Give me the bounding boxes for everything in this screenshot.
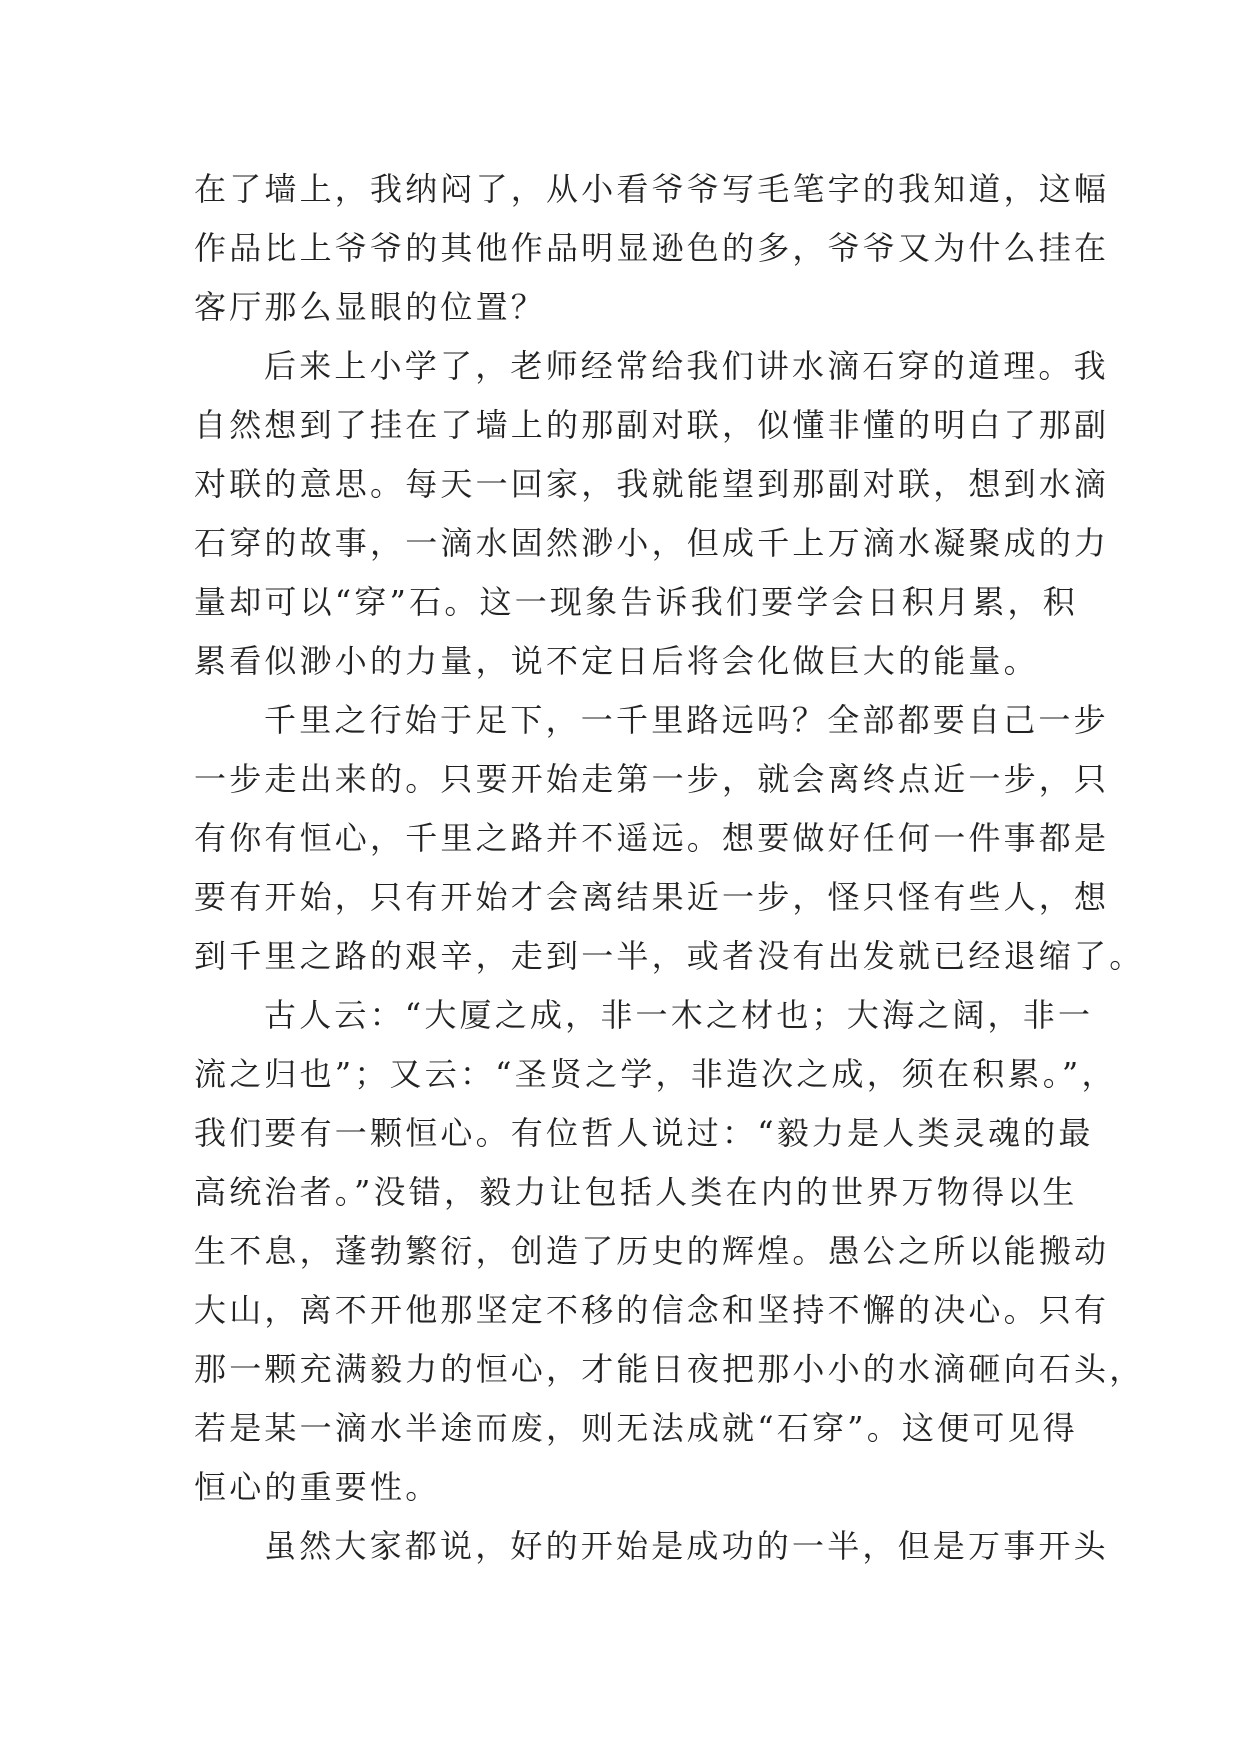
text-line: 量却可以“穿”石。这一现象告诉我们要学会日积月累，积 (194, 583, 1078, 621)
text-line: 若是某一滴水半途而废，则无法成就“石穿”。这便可见得 (194, 1409, 1078, 1447)
text-line: 古人云：“大厦之成，非一木之材也；大海之阔，非一 (264, 996, 1094, 1034)
text-line: 作品比上爷爷的其他作品明显逊色的多，爷爷又为什么挂在 (194, 229, 1110, 267)
paragraph (194, 1517, 1109, 1576)
paragraph (194, 986, 1145, 1517)
text-line: 到千里之路的艰辛，走到一半，或者没有出发就已经退缩了。 (194, 937, 1145, 975)
text-line: 流之归也”；又云：“圣贤之学，非造次之成，须在积累。”， (194, 1055, 1117, 1093)
paragraph (194, 160, 1110, 337)
text-line: 千里之行始于足下，一千里路远吗？全部都要自己一步 (264, 701, 1109, 739)
text-line: 我们要有一颗恒心。有位哲人说过：“毅力是人类灵魂的最 (194, 1114, 1094, 1152)
text-line: 自然想到了挂在了墙上的那副对联，似懂非懂的明白了那副 (194, 406, 1110, 444)
document-body (194, 160, 1145, 1576)
text-line: 石穿的故事，一滴水固然渺小，但成千上万滴水凝聚成的力 (194, 524, 1110, 562)
text-line: 累看似渺小的力量，说不定日后将会化做巨大的能量。 (194, 642, 1039, 680)
text-line: 后来上小学了，老师经常给我们讲水滴石穿的道理。我 (264, 347, 1109, 385)
text-line: 虽然大家都说，好的开始是成功的一半，但是万事开头 (264, 1527, 1109, 1565)
text-line: 对联的意思。每天一回家，我就能望到那副对联，想到水滴 (194, 465, 1110, 503)
text-line: 生不息，蓬勃繁衍，创造了历史的辉煌。愚公之所以能搬动 (194, 1232, 1110, 1270)
text-line: 要有开始，只有开始才会离结果近一步，怪只怪有些人，想 (194, 878, 1110, 916)
paragraph (194, 691, 1145, 986)
text-line: 一步走出来的。只要开始走第一步，就会离终点近一步，只 (194, 760, 1110, 798)
text-line: 高统治者。”没错，毅力让包括人类在内的世界万物得以生 (194, 1173, 1078, 1211)
paragraph (194, 337, 1110, 691)
text-line: 有你有恒心，千里之路并不遥远。想要做好任何一件事都是 (194, 819, 1110, 857)
text-line: 恒心的重要性。 (194, 1468, 441, 1506)
text-line: 那一颗充满毅力的恒心，才能日夜把那小小的水滴砸向石头， (194, 1350, 1145, 1388)
text-line: 在了墙上，我纳闷了，从小看爷爷写毛笔字的我知道，这幅 (194, 170, 1110, 208)
text-line: 大山，离不开他那坚定不移的信念和坚持不懈的决心。只有 (194, 1291, 1110, 1329)
text-line: 客厅那么显眼的位置？ (194, 288, 547, 326)
